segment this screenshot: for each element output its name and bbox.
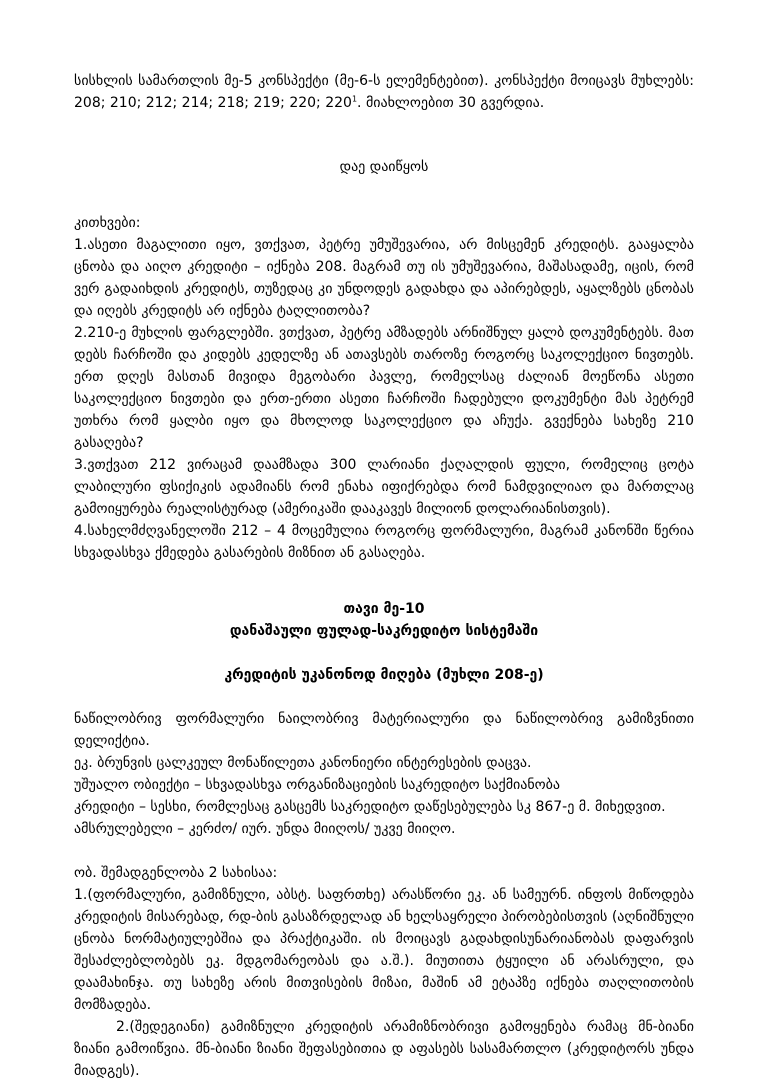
composition-item-1: 1.(ფორმალური, გამიზნული, აბსტ. საფრთხე) არასწორი ეკ. ან სამეურნ. ინფოს მიწოდება კრედიტის მისარებად, რდ-ბის გასაზრდელად ან ხელსაყრელი პირობებისთვის (აღნიშნული ცნობა ნორმატიულებშია და პრაქტიკაში. ის მოიცავს გადახდისუნარიანობას დაფარვის შესაძლებლობებს ეკ. მდგომარეობას და ა.შ.). მიუთითა ტყუილი ან არასრული, და დაამახინჯა. თუ სახეზე არის მითვისების მიზაი, მაშინ ამ ეტაპზე იქნება თაღლითობის მომზადება. bbox=[74, 887, 694, 1013]
intro-paragraph bbox=[74, 70, 694, 114]
section-line: ამსრულებელი – კერძო/ იურ. უნდა მიიღოს/ უკვე მიიღო. bbox=[74, 821, 456, 837]
section-line: ნაწილობრივ ფორმალური ნაილობრივ მატერიალური და ნაწილობრივ გამიზვნითი დელიქტია. bbox=[74, 711, 694, 749]
section-line: კრედიტი – სესხი, რომლესაც გასცემს საკრედიტო დაწესებულება სკ 867-ე მ. მიხედვით. bbox=[74, 799, 666, 815]
section-line: უშუალო ობიექტი – სხვადასხვა ორგანიზაციების საკრედიტო საქმიანობა bbox=[74, 777, 561, 793]
question-item: 1.ასეთი მაგალითი იყო, ვთქვათ, პეტრე უმუშევარია, არ მისცემენ კრედიტს. გააყალბა ცნობა და აიღო კრედიტი – იქნება 208. მაგრამ თუ ის უმუშევარია, მაშასადამე, იცის, რომ ვერ გადაიხდის კრედიტს, თუზედაც კი უნდოდეს გადახდა და აპირებდეს, აყალზებს ცნობას და იღებს კრედიტს არ იქნება ტაღლითობა? bbox=[74, 237, 694, 319]
questions-title: კითხვები: bbox=[74, 215, 141, 231]
chapter-title: დანაშაული ფულად-საკრედიტო სისტემაში bbox=[229, 623, 539, 639]
section-title: კრედიტის უკანონოდ მიღება (მუხლი 208-ე) bbox=[224, 667, 544, 683]
intro-tail: . მიახლოებით 30 გვერდია. bbox=[357, 95, 545, 111]
question-item: 4.სახელმძღვანელოში 212 – 4 მოცემულია როგორც ფორმალური, მაგრამ კანონში წერია სხვადასხვა ქმედება გასარების მიზნით ან გასაღება. bbox=[74, 523, 694, 561]
intro-text: სისხლის სამართლის მე-5 კონსპექტი (მე-6-ს ელემენტებით). კონსპექტი მოიცავს მუხლებს: 208; 210; 212; 214; 218; 219; 220; 220 bbox=[74, 73, 694, 111]
composition-item-2: 2.(შედეგიანი) გამიზნული კრედიტის არამიზნობრივი გამოყენება რამაც მნ-ბიანი ზიანი გამოიწვია. მნ-ბიანი ზიანი შეფასებითია დ აფასებს სასამართლო (კრედიტორს უნდა მიადგეს). bbox=[74, 1019, 694, 1079]
composition-title: ობ. შემადგენლობა 2 სახისაა: bbox=[74, 865, 278, 881]
question-item: 3.ვთქვათ 212 ვირაცამ დაამზადა 300 ლარიანი ქაღალდის ფული, რომელიც ცოტა ლაბილური ფსიქიკის ადამიანს რომ ენახა იფიქრებდა რომ ნამდვილიაო და მართლაც გამოიყურება რეალისტურად (ამერიკაში დააკავეს მილიონ დოლარიანისთვის). bbox=[74, 457, 694, 517]
chapter-number: თავი მე-10 bbox=[343, 601, 425, 617]
section-line: ეკ. ბრუნვის ცალკეულ მონაწილეთა კანონიერი ინტერესების დაცვა. bbox=[74, 755, 532, 771]
question-item: 2.210-ე მუხლის ფარგლებში. ვთქვათ, პეტრე ამზადებს არნიშნულ ყალბ დოკუმენტებს. მათ დებს ჩარჩოში და კიდებს კედელზე ან ათავსებს თაროზე როგორც საკოლექციო ნივთებს. ერთ დღეს მასთან მივიდა მეგობარი პავლე, რომელსაც ძალიან მოეწონა ასეთი საკოლექციო ნივთები და ერთ-ერთი ასეთი ჩარჩოში ჩადებული დოკუმენტი მას პეტრემ უთხრა რომ ყალბი იყო და მხოლოდ საკოლექციო და აჩუქა. გვექნება სახეზე 210 გასაღება? bbox=[74, 325, 694, 451]
start-heading: დაე დაიწყოს bbox=[339, 159, 429, 175]
intro-superscript: 1 bbox=[351, 94, 358, 104]
